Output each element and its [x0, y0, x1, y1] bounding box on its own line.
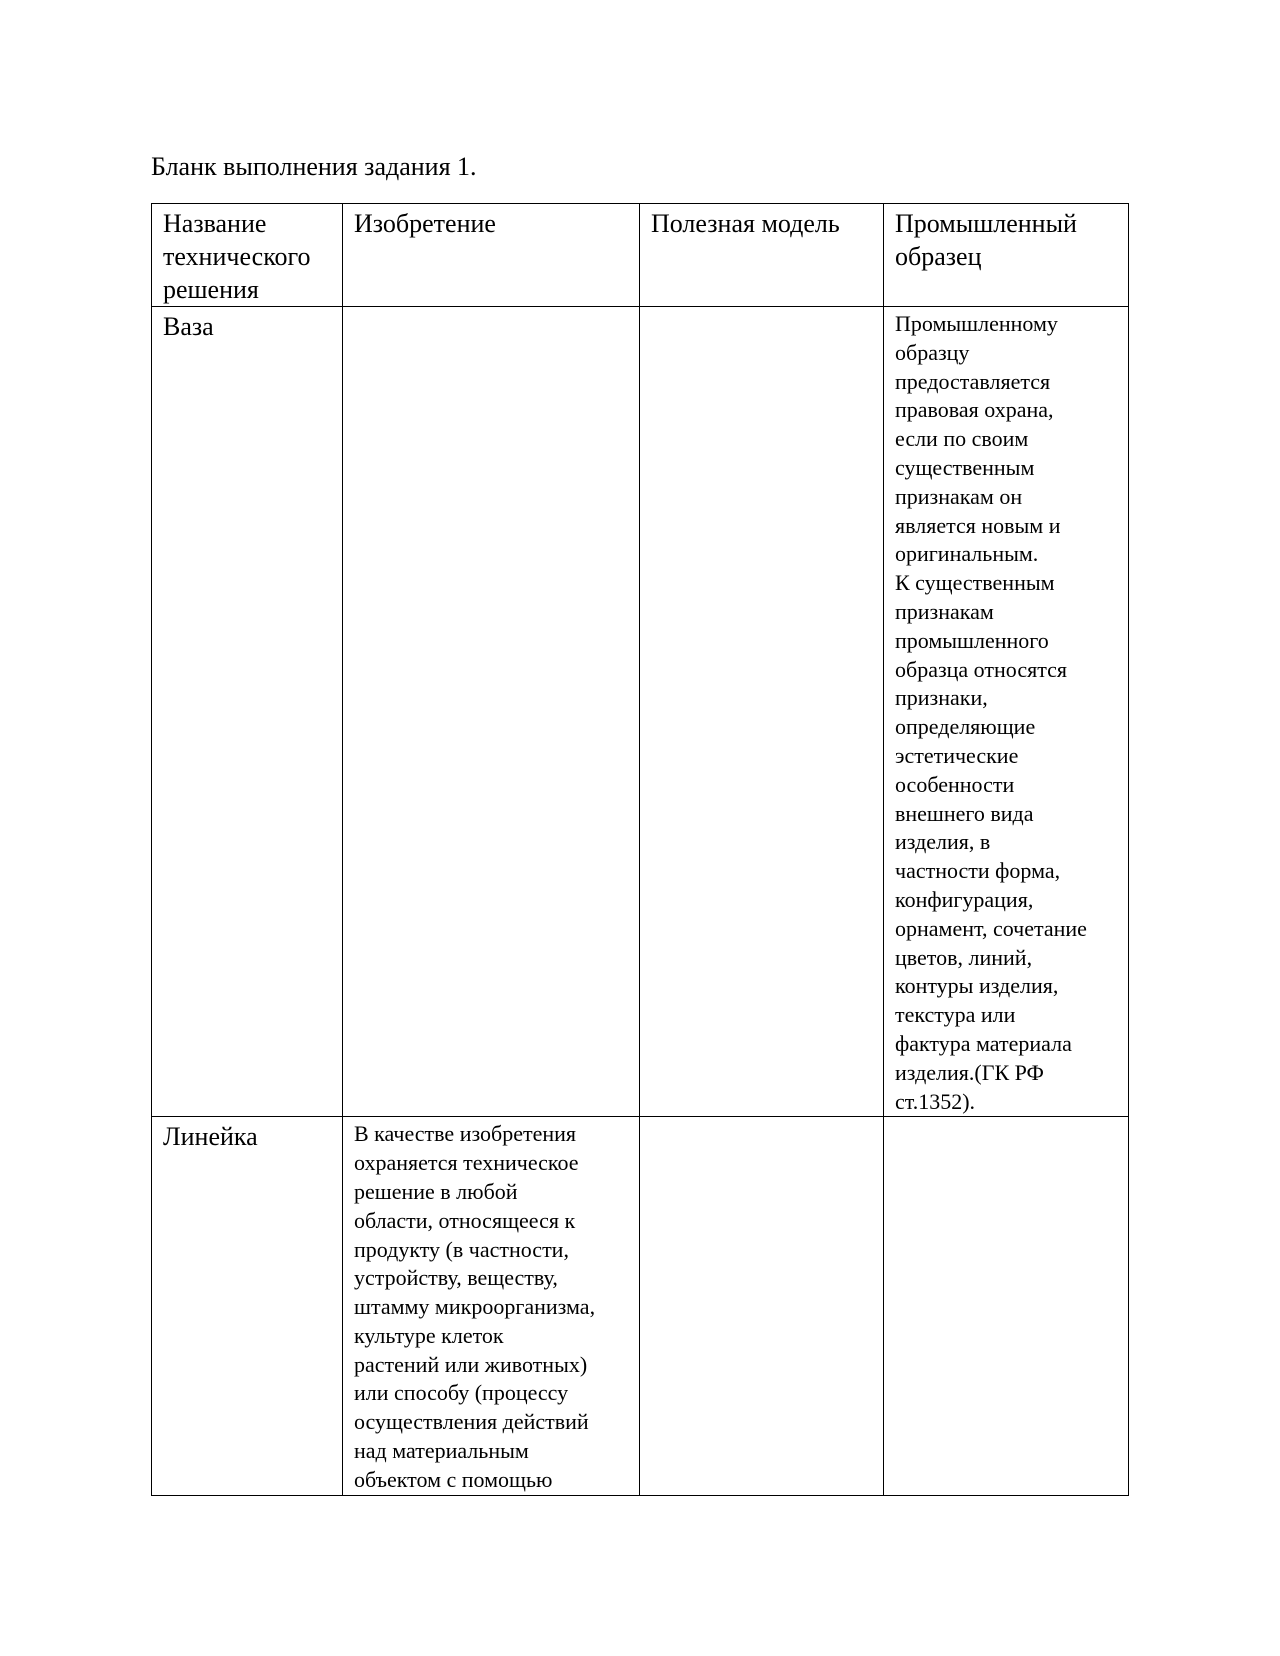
header-utility-model: Полезная модель [640, 204, 884, 307]
cell-invention [343, 1117, 640, 1495]
table-row [152, 307, 1129, 1117]
cell-utility-model [640, 1117, 884, 1495]
cell-name: Ваза [152, 307, 343, 1117]
header-technical-solution-name: Название технического решения [152, 204, 343, 307]
cell-text: Промышленному образцу предоставляется правовая охрана, если по своим существенным признакам он является новым и оригинальным. К существенным признакам промышленного образца относятся признаки, определяющие эстетические особенности внешнего вида изделия, в частности форма, конфигурация, орнамент, сочетание цветов, линий, контуры изделия, текстура или фактура материала изделия.(ГК РФ ст.1352). [895, 311, 1087, 1114]
document-title: Бланк выполнения задания 1. [151, 152, 477, 181]
table-row [152, 1117, 1129, 1495]
cell-industrial-design [884, 307, 1129, 1117]
cell-name: Линейка [152, 1117, 343, 1495]
header-invention: Изобретение [343, 204, 640, 307]
table-header-row [152, 204, 1129, 307]
cell-text: В качестве изобретения охраняется техническое решение в любой области, относящееся к продукту (в частности, устройству, веществу, штамму микроорганизма, культуре клеток растений или животных) или способу (процессу осуществления действий над материальным объектом с помощью [354, 1121, 596, 1492]
cell-invention [343, 307, 640, 1117]
task-table [151, 203, 1129, 1496]
cell-utility-model [640, 307, 884, 1117]
header-industrial-design: Промышленный образец [884, 204, 1129, 307]
cell-industrial-design [884, 1117, 1129, 1495]
